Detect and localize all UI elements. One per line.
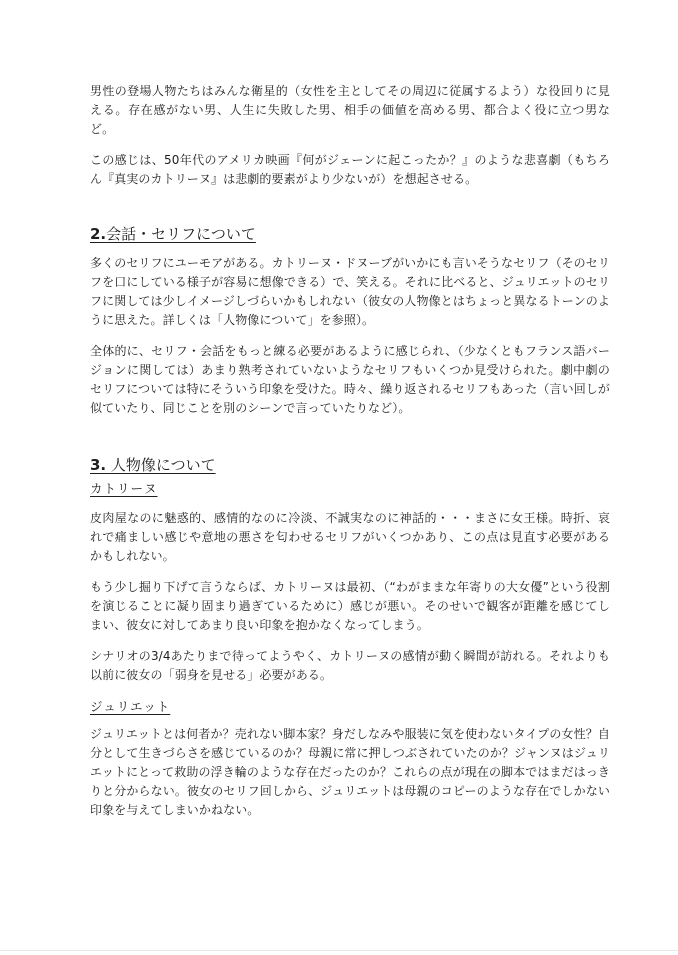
catherine-paragraph-1: 皮肉屋なのに魅惑的、感情的なのに冷淡、不誠実なのに神話的・・・まさに女王様。時折、哀れで痛ましい感じや意地の悪さを匂わせるセリフがいくつかあり、この点は見直す必要があるかもしれない。 <box>90 511 610 563</box>
catherine-header <box>90 479 610 499</box>
catherine-paragraph-2: もう少し掘り下げて言うならば、カトリーヌは最初、（“わがままな年寄りの大女優”という役割を演じることに凝り固まり過ぎているために）感じが悪い。そのせいで観客が距離を感じてしまい、彼女に対してあまり良い印象を抱かなくなってしまう。 <box>90 580 610 632</box>
catherine-paragraph-3: シナリオの3/4あたりまで待ってようやく、カトリーヌの感情が動く瞬間が訪れる。それよりも以前に彼女の「弱身を見せる」必要がある。 <box>90 649 610 682</box>
section-2-header <box>90 223 610 245</box>
section-2-paragraph-2: 全体的に、セリフ・会話をもっと練る必要があるように感じられ、（少なくともフランス語バージョンに関しては）あまり熟考されていないようなセリフもいくつか見受けられた。劇中劇のセリフについては特にそういう印象を受けた。時々、繰り返されるセリフもあった（言い回しが似ていたり、同じことを別のシーンで言っていたりなど）。 <box>90 344 610 415</box>
juliette-header <box>90 697 610 717</box>
section-2-number: 2. <box>90 225 107 243</box>
section-2-title: 会話・セリフについて <box>106 225 256 243</box>
section-3-header <box>90 454 610 476</box>
section-3-heading <box>90 454 610 476</box>
juliette-paragraph-1: ジュリエットとは何者か？売れない脚本家？身だしなみや服装に気を使わないタイプの女性？自分として生きづらさを感じているのか？母親に常に押しつぶされていたのか？ジャンヌはジュリエットにとって救助の浮き輪のような存在だったのか？これらの点が現在の脚本ではまだはっきりと分からない。彼女のセリフ回しから、ジュリエットは母親のコピーのような存在でしかない印象を与えてしまいかねない。 <box>90 727 610 817</box>
section-3-number: 3. <box>90 456 107 474</box>
document-page <box>90 82 610 820</box>
intro-paragraph-2: この感じは、50年代のアメリカ映画『何がジェーンに起こったか？』のような悲喜劇（もちろん『真実のカトリーヌ』は悲劇的要素がより少ないが）を想起させる。 <box>90 153 610 186</box>
section-2-heading <box>90 223 610 245</box>
catherine-heading: カトリーヌ <box>90 481 158 496</box>
section-3-title: 人物像について <box>110 456 216 474</box>
scan-edge-line <box>0 950 678 951</box>
juliette-heading: ジュリエット <box>90 699 171 714</box>
section-2-paragraph-1: 多くのセリフにユーモアがある。カトリーヌ・ドヌーブがいかにも言いそうなセリフ（そのセリフを口にしている様子が容易に想像できる）で、笑える。それに比べると、ジュリエットのセリフに関しては少しイメージしづらいかもしれない（彼女の人物像とはちょっと異なるトーンのように思えた。詳しくは「人物像について」を参照）。 <box>90 256 610 327</box>
intro-paragraph-1: 男性の登場人物たちはみんな衛星的（女性を主としてその周辺に従属するよう）な役回りに見える。存在感がない男、人生に失敗した男、相手の価値を高める男、都合よく役に立つ男など。 <box>90 84 610 136</box>
